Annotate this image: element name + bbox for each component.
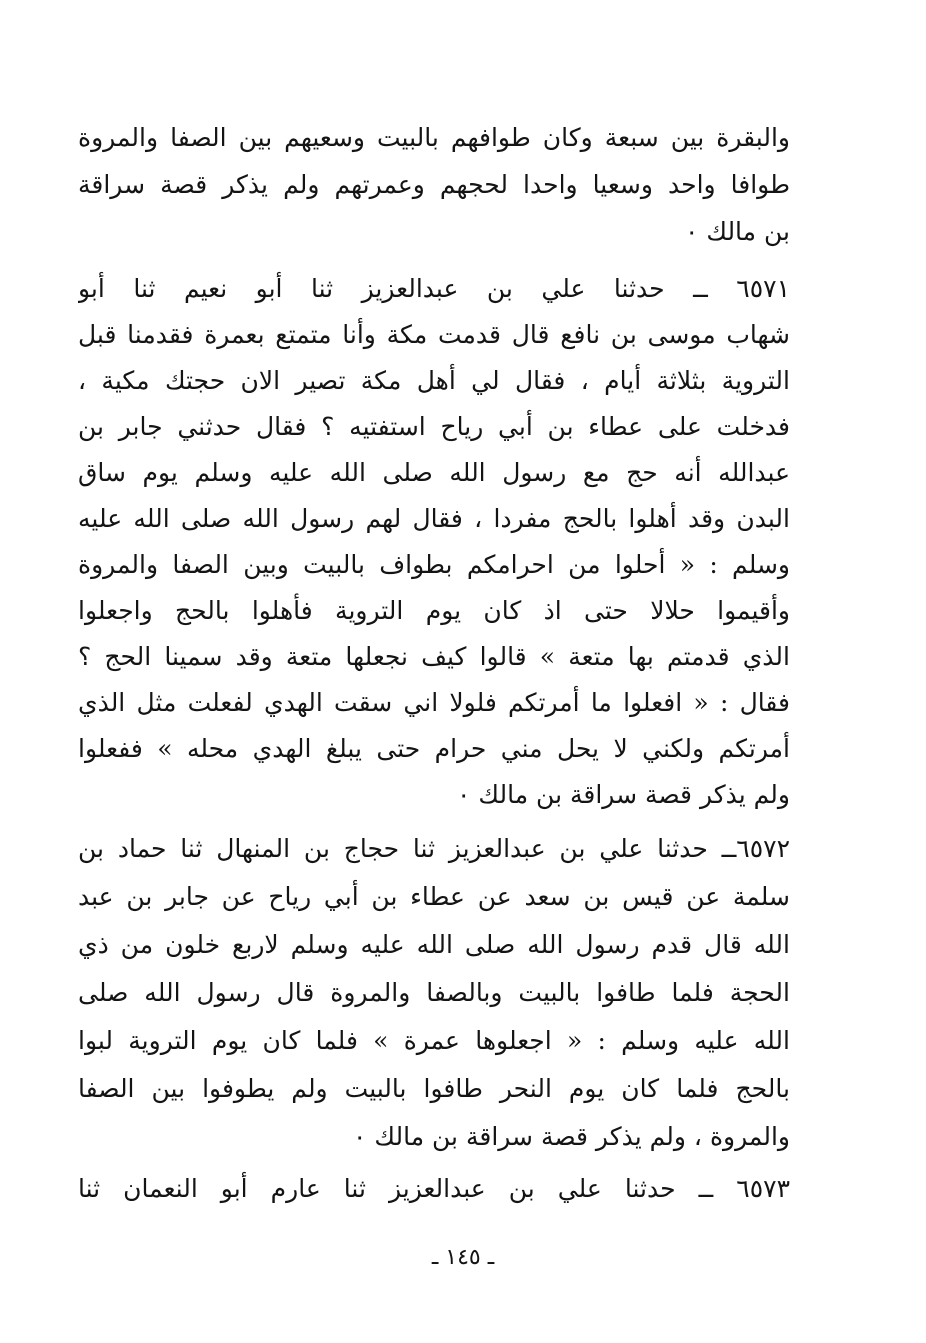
text-line: وسلم : « أحلوا من احرامكم بطواف بالبيت وبين الصفا والمروة	[78, 550, 790, 579]
text-line: الله قال قدم رسول الله صلى الله عليه وسلم لاربع خلون من ذي	[78, 930, 790, 959]
text-line: ٦٥٧٢ــ حدثنا علي بن عبدالعزيز ثنا حجاج بن المنهال ثنا حماد بن	[78, 834, 790, 863]
paragraph-hadith-6572	[78, 826, 790, 1166]
text-line: فقال : « افعلوا ما أمرتكم فلولا اني سقت الهدي لفعلت مثل الذي	[78, 688, 790, 717]
text-line: والبقرة بين سبعة وكان طوافهم بالبيت وسعيهم بين الصفا والمروة	[78, 123, 790, 152]
text-line: بالحج فلما كان يوم النحر طافوا بالبيت ولم يطوفوا بين الصفا	[78, 1074, 790, 1103]
paragraph-hadith-6573	[78, 1166, 790, 1216]
text-line: سلمة عن قيس بن سعد عن عطاء بن أبي رياح عن جابر بن عبد	[78, 882, 790, 911]
text-line: شهاب موسى بن نافع قال قدمت مكة وأنا متمتع بعمرة فقدمنا قبل	[78, 320, 790, 349]
text-line: ولم يذكر قصة سراقة بن مالك ٠	[457, 780, 790, 809]
text-line: فدخلت على عطاء بن أبي رياح استفتيه ؟ فقال حدثني جابر بن	[78, 412, 790, 441]
paragraph-hadith-6571	[78, 266, 790, 826]
text-line: التروية بثلاثة أيام ، فقال لي أهل مكة تصير الان حجتك مكية ،	[78, 366, 790, 395]
text-line: والمروة ، ولم يذكر قصة سراقة بن مالك ٠	[353, 1122, 790, 1151]
page-number: ـ ١٤٥ ـ	[431, 1245, 495, 1270]
text-line: طوافا واحد وسعيا واحدا لحجهم وعمرتهم ولم يذكر قصة سراقة	[78, 170, 790, 199]
paragraph-continuation	[78, 115, 790, 265]
text-line: الحجة فلما طافوا بالبيت وبالصفا والمروة قال رسول الله صلى	[78, 978, 790, 1007]
text-line: عبدالله أنه حج مع رسول الله صلى الله عليه وسلم يوم ساق	[78, 458, 790, 487]
text-line: الذي قدمتم بها متعة » قالوا كيف نجعلها متعة وقد سمينا الحج ؟	[78, 642, 790, 671]
text-line: وأقيموا حلالا حتى اذ كان يوم التروية فأهلوا بالحج واجعلوا	[78, 596, 790, 625]
text-line: بن مالك ٠	[684, 217, 790, 246]
text-line: أمرتكم ولكني لا يحل مني حرام حتى يبلغ الهدي محله » ففعلوا	[78, 734, 790, 763]
text-line: البدن وقد أهلوا بالحج مفردا ، فقال لهم رسول الله صلى الله عليه	[78, 504, 790, 533]
text-line: ٦٥٧١ ــ حدثنا علي بن عبدالعزيز ثنا أبو نعيم ثنا أبو	[78, 274, 790, 303]
text-line: ٦٥٧٣ ــ حدثنا علي بن عبدالعزيز ثنا عارم أبو النعمان ثنا	[78, 1174, 790, 1203]
text-line: الله عليه وسلم : « اجعلوها عمرة » فلما كان يوم التروية لبوا	[78, 1026, 790, 1055]
